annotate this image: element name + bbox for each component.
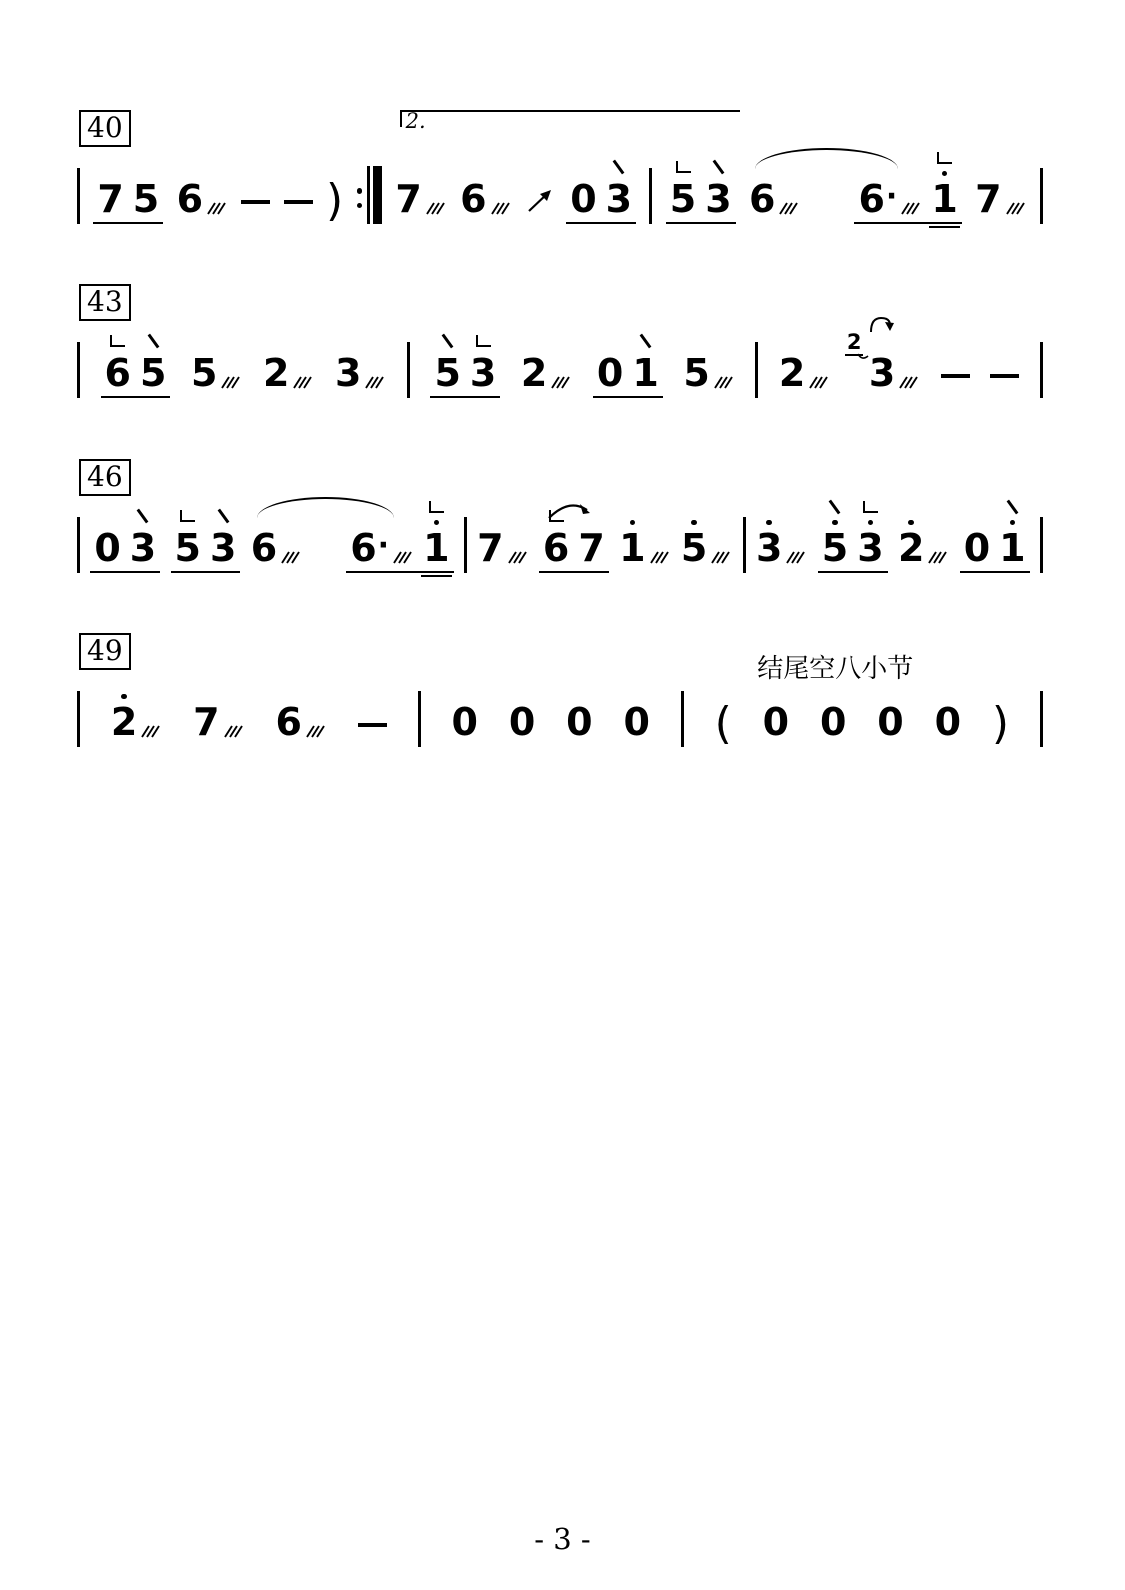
note-digit: 3 bbox=[857, 526, 884, 570]
barline bbox=[418, 691, 421, 747]
tremolo-icon bbox=[206, 200, 227, 215]
measure-number-box: 40 bbox=[79, 110, 131, 147]
note-stack bbox=[857, 501, 883, 568]
barline bbox=[407, 342, 410, 398]
note-digit: 0 bbox=[596, 351, 624, 395]
barline bbox=[649, 168, 652, 224]
tremolo-icon bbox=[364, 374, 385, 389]
octave-dot-icon bbox=[1010, 520, 1016, 526]
note-5 bbox=[190, 351, 242, 398]
volta-label: 2. bbox=[405, 109, 426, 133]
note-stack bbox=[193, 700, 220, 744]
beam-group bbox=[593, 333, 663, 398]
note-stack bbox=[619, 520, 645, 568]
tremolo-icon bbox=[649, 549, 670, 564]
note-0 bbox=[623, 700, 650, 747]
note-digit: 3 bbox=[129, 526, 157, 570]
note-2 bbox=[262, 351, 314, 398]
note-digit: 0 bbox=[570, 177, 597, 221]
note-digit: 7 bbox=[477, 526, 504, 570]
note-3 bbox=[868, 351, 920, 398]
ornament-corner-icon bbox=[476, 335, 491, 347]
beam-group bbox=[666, 159, 736, 224]
ornament-accent-icon bbox=[613, 160, 625, 175]
ornament-corner-icon bbox=[863, 501, 878, 513]
note-stack bbox=[190, 351, 218, 395]
note-digit: 0 bbox=[94, 526, 121, 570]
note-stack bbox=[931, 152, 957, 219]
note-stack bbox=[605, 159, 633, 221]
notes-line bbox=[77, 150, 1043, 224]
note-digit: 7 bbox=[395, 177, 422, 221]
note-6 bbox=[275, 700, 326, 747]
note-5 bbox=[683, 351, 734, 398]
ornament-accent-icon bbox=[442, 334, 454, 349]
note-stack bbox=[395, 177, 422, 221]
note-6 bbox=[104, 335, 131, 395]
note-0 bbox=[566, 700, 593, 747]
notes-line bbox=[77, 499, 1043, 573]
tremolo-icon bbox=[507, 549, 528, 564]
glissando-up-icon bbox=[525, 188, 553, 214]
note-7 bbox=[477, 526, 528, 573]
note-stack bbox=[578, 526, 605, 570]
turn-arrow-icon bbox=[867, 315, 897, 338]
grace-note: 2 bbox=[846, 330, 862, 354]
note-0 bbox=[934, 700, 962, 747]
note-digit: 5 bbox=[683, 351, 710, 395]
note-3 bbox=[756, 520, 807, 574]
note-stack bbox=[209, 508, 237, 570]
note-3 bbox=[469, 335, 497, 395]
ornament-accent-icon bbox=[1006, 499, 1018, 514]
note-5 bbox=[434, 333, 461, 395]
note-6 bbox=[858, 177, 922, 221]
note-stack bbox=[819, 700, 847, 744]
tremolo-icon bbox=[710, 549, 731, 564]
note-digit: 6 bbox=[176, 177, 204, 221]
note-digit: 7 bbox=[97, 177, 124, 221]
octave-dot-icon bbox=[868, 520, 874, 526]
note-digit: 3 bbox=[705, 177, 732, 221]
beam-group bbox=[430, 333, 500, 398]
note-digit: 1 bbox=[931, 177, 958, 221]
octave-dot-icon bbox=[942, 171, 948, 177]
barline bbox=[681, 691, 684, 747]
note-stack bbox=[477, 526, 504, 570]
ornament-accent-icon bbox=[217, 509, 229, 524]
note-stack bbox=[623, 700, 650, 744]
note-stack bbox=[350, 526, 377, 570]
note-6 bbox=[250, 526, 302, 573]
duration-dash bbox=[358, 723, 387, 728]
note-5 bbox=[139, 333, 167, 395]
note-5 bbox=[132, 177, 160, 221]
note-stack bbox=[877, 700, 904, 744]
octave-dot-icon bbox=[434, 520, 440, 526]
note-stack bbox=[999, 499, 1025, 568]
thick-barline bbox=[373, 166, 382, 224]
note-stack bbox=[129, 508, 157, 570]
note-digit: 1 bbox=[999, 526, 1026, 570]
octave-dot-icon bbox=[908, 520, 914, 526]
note-3 bbox=[857, 501, 883, 568]
note-stack bbox=[756, 520, 782, 568]
note-0 bbox=[570, 177, 597, 221]
tremolo-icon bbox=[778, 200, 799, 215]
score-system-43 bbox=[77, 284, 1043, 398]
note-stack bbox=[104, 335, 131, 395]
tremolo-icon bbox=[1005, 200, 1026, 215]
barline bbox=[1040, 168, 1043, 224]
barline bbox=[1040, 342, 1043, 398]
note-stack bbox=[868, 351, 896, 395]
beam-group bbox=[171, 508, 241, 573]
note-digit: 6 bbox=[542, 526, 570, 570]
note-digit: 6 bbox=[749, 177, 776, 221]
notes-line bbox=[77, 673, 1043, 747]
note-stack bbox=[520, 351, 548, 395]
note-stack bbox=[451, 700, 478, 744]
note-digit: 5 bbox=[132, 177, 160, 221]
note-stack bbox=[250, 526, 278, 570]
note-stack bbox=[749, 177, 776, 221]
note-7 bbox=[578, 526, 605, 570]
note-stack bbox=[174, 510, 201, 570]
note-stack bbox=[139, 333, 167, 395]
tremolo-icon bbox=[785, 549, 806, 564]
note-digit: 6 bbox=[858, 177, 885, 221]
tremolo-icon bbox=[392, 549, 413, 564]
score-system-49 bbox=[77, 633, 1043, 747]
note-digit: 2 bbox=[110, 700, 138, 744]
note-digit: 0 bbox=[508, 700, 536, 744]
note-digit: 3 bbox=[605, 177, 633, 221]
note-digit: 0 bbox=[819, 700, 847, 744]
measure-number-box: 49 bbox=[79, 633, 131, 670]
note-digit: 2 bbox=[520, 351, 548, 395]
barline bbox=[77, 342, 80, 398]
tremolo-icon bbox=[223, 723, 244, 738]
note-stack bbox=[681, 520, 707, 568]
note-stack bbox=[94, 526, 121, 570]
note-0 bbox=[94, 526, 121, 570]
note-stack bbox=[975, 177, 1002, 221]
note-0 bbox=[508, 700, 536, 747]
page-number: - 3 - bbox=[534, 1522, 591, 1556]
note-stack bbox=[132, 177, 160, 221]
score-system-46 bbox=[77, 459, 1043, 573]
ornament-corner-icon bbox=[110, 335, 125, 347]
end-repeat-barline bbox=[357, 166, 383, 224]
note-7 bbox=[395, 177, 446, 224]
ornament-accent-icon bbox=[829, 499, 841, 514]
duration-dash bbox=[990, 374, 1019, 379]
measure-number-box: 43 bbox=[79, 284, 131, 321]
note-digit: 3 bbox=[209, 526, 237, 570]
note-6 bbox=[460, 177, 511, 224]
note-digit: 7 bbox=[975, 177, 1002, 221]
augmentation-dot: · bbox=[377, 528, 390, 563]
barline bbox=[1040, 517, 1043, 573]
note-stack bbox=[632, 333, 659, 395]
note-digit: 1 bbox=[423, 526, 450, 570]
note-5 bbox=[681, 520, 732, 574]
note-6 bbox=[350, 526, 414, 570]
note-digit: 6 bbox=[460, 177, 487, 221]
barline bbox=[77, 168, 80, 224]
note-5 bbox=[669, 161, 697, 221]
note-stack bbox=[469, 335, 497, 395]
duration-dash bbox=[284, 200, 313, 205]
sixteenth-underline bbox=[421, 575, 451, 577]
note-stack bbox=[778, 351, 806, 395]
note-2 bbox=[778, 351, 830, 398]
note-0 bbox=[596, 351, 624, 395]
note-6 bbox=[749, 177, 800, 224]
note-0 bbox=[451, 700, 478, 747]
thin-barline bbox=[367, 166, 370, 224]
barline bbox=[77, 691, 80, 747]
note-digit: 3 bbox=[469, 351, 497, 395]
note-0 bbox=[963, 526, 991, 570]
note-digit: 3 bbox=[334, 351, 362, 395]
note-digit: 0 bbox=[566, 700, 593, 744]
note-stack bbox=[262, 351, 290, 395]
note-digit: 5 bbox=[821, 526, 849, 570]
duration-dash bbox=[241, 200, 270, 205]
note-stack bbox=[934, 700, 962, 744]
octave-dot-icon bbox=[691, 520, 697, 526]
tremolo-icon bbox=[292, 374, 313, 389]
barline bbox=[464, 517, 467, 573]
ornament-corner-icon bbox=[676, 161, 691, 173]
note-stack bbox=[705, 159, 732, 221]
note-digit: 5 bbox=[174, 526, 201, 570]
beam-group bbox=[539, 510, 609, 573]
barline bbox=[755, 342, 758, 398]
note-digit: 5 bbox=[190, 351, 218, 395]
note-0 bbox=[819, 700, 847, 747]
note-1 bbox=[931, 152, 957, 219]
notes-line bbox=[77, 324, 1043, 398]
note-3 bbox=[209, 508, 237, 570]
note-6 bbox=[542, 510, 570, 570]
note-stack bbox=[566, 700, 593, 744]
note-digit: 2 bbox=[778, 351, 806, 395]
tremolo-icon bbox=[713, 374, 734, 389]
note-stack bbox=[542, 510, 570, 570]
beam-group bbox=[854, 152, 961, 225]
grace-slur-icon bbox=[857, 347, 869, 366]
duration-dash bbox=[941, 374, 970, 379]
note-1 bbox=[632, 333, 659, 395]
tremolo-icon bbox=[220, 374, 241, 389]
note-7 bbox=[193, 700, 244, 747]
beam-group bbox=[566, 159, 636, 224]
note-7 bbox=[975, 177, 1026, 224]
volta-bracket bbox=[400, 109, 740, 133]
beam-group bbox=[346, 501, 453, 574]
ornament-accent-icon bbox=[137, 509, 149, 524]
tremolo-icon bbox=[425, 200, 446, 215]
tremolo-icon bbox=[280, 549, 301, 564]
note-2 bbox=[111, 694, 162, 748]
note-3 bbox=[129, 508, 157, 570]
note-digit: 3 bbox=[755, 526, 783, 570]
barline bbox=[1040, 691, 1043, 747]
note-5 bbox=[174, 510, 201, 570]
note-0 bbox=[877, 700, 904, 747]
note-1 bbox=[619, 520, 670, 574]
note-digit: 0 bbox=[623, 700, 650, 744]
tremolo-icon bbox=[140, 723, 161, 738]
note-2 bbox=[520, 351, 572, 398]
note-stack bbox=[423, 501, 449, 568]
note-digit: 5 bbox=[669, 177, 697, 221]
note-digit: 6 bbox=[350, 526, 377, 570]
note-digit: 2 bbox=[897, 526, 925, 570]
note-stack bbox=[111, 694, 137, 742]
note-stack bbox=[683, 351, 710, 395]
note-digit: 7 bbox=[193, 700, 220, 744]
beam-group bbox=[960, 499, 1030, 574]
beam-group bbox=[93, 177, 163, 224]
ornament-corner-icon bbox=[549, 510, 564, 522]
close-paren: ) bbox=[326, 175, 344, 226]
note-stack bbox=[508, 700, 536, 744]
note-1 bbox=[423, 501, 449, 568]
note-digit: 2 bbox=[262, 351, 290, 395]
beam-group bbox=[101, 333, 171, 398]
tremolo-icon bbox=[898, 374, 919, 389]
tremolo-icon bbox=[900, 200, 921, 215]
note-digit: 0 bbox=[877, 700, 904, 744]
note-stack bbox=[898, 520, 924, 568]
note-stack bbox=[762, 700, 790, 744]
note-digit: 1 bbox=[632, 351, 659, 395]
note-stack bbox=[669, 161, 697, 221]
ornament-corner-icon bbox=[180, 510, 195, 522]
note-digit: 5 bbox=[680, 526, 708, 570]
note-stack bbox=[334, 351, 362, 395]
note-5 bbox=[822, 499, 848, 568]
grace-note-group bbox=[846, 330, 920, 398]
note-digit: 0 bbox=[451, 700, 478, 744]
note-digit: 6 bbox=[275, 700, 302, 744]
score-system-40 bbox=[77, 110, 1043, 224]
note-1 bbox=[999, 499, 1025, 568]
slur-group bbox=[251, 501, 454, 574]
ornament-accent-icon bbox=[713, 160, 725, 175]
barline bbox=[743, 517, 746, 573]
note-stack bbox=[822, 499, 848, 568]
ornament-corner-icon bbox=[429, 501, 444, 513]
note-digit: 1 bbox=[619, 526, 646, 570]
note-stack bbox=[963, 526, 991, 570]
measure-number-box: 46 bbox=[79, 459, 131, 496]
slur-group bbox=[749, 152, 962, 225]
repeat-dots-icon bbox=[357, 188, 363, 208]
tremolo-icon bbox=[490, 200, 511, 215]
tremolo-icon bbox=[550, 374, 571, 389]
note-3 bbox=[334, 351, 386, 398]
beam-group bbox=[818, 499, 888, 574]
ornament-corner-icon bbox=[937, 152, 952, 164]
note-digit: 6 bbox=[104, 351, 131, 395]
note-3 bbox=[705, 159, 732, 221]
note-stack bbox=[596, 351, 624, 395]
octave-dot-icon bbox=[832, 520, 838, 526]
note-digit: 0 bbox=[963, 526, 991, 570]
note-digit: 5 bbox=[434, 351, 461, 395]
ornament-accent-icon bbox=[147, 334, 159, 349]
note-digit: 0 bbox=[934, 700, 962, 744]
note-digit: 3 bbox=[868, 351, 896, 395]
tremolo-icon bbox=[305, 723, 326, 738]
tremolo-icon bbox=[927, 549, 948, 564]
note-3 bbox=[605, 159, 633, 221]
note-stack bbox=[858, 177, 885, 221]
note-2 bbox=[898, 520, 949, 574]
note-stack bbox=[460, 177, 487, 221]
note-digit: 6 bbox=[250, 526, 278, 570]
close-paren: ) bbox=[991, 698, 1010, 749]
octave-dot-icon bbox=[766, 520, 772, 526]
octave-dot-icon bbox=[121, 694, 127, 700]
note-digit: 5 bbox=[139, 351, 167, 395]
open-paren: ( bbox=[714, 698, 732, 749]
ornament-accent-icon bbox=[640, 334, 652, 349]
barline bbox=[77, 517, 80, 573]
beam-group bbox=[90, 508, 160, 573]
note-stack bbox=[275, 700, 302, 744]
note-stack bbox=[570, 177, 597, 221]
note-stack bbox=[434, 333, 461, 395]
ending-annotation: 结尾空八小节 bbox=[757, 654, 914, 684]
augmentation-dot: · bbox=[885, 179, 898, 214]
tremolo-icon bbox=[808, 374, 829, 389]
octave-dot-icon bbox=[630, 520, 636, 526]
note-stack bbox=[97, 177, 124, 221]
note-digit: 7 bbox=[578, 526, 605, 570]
note-7 bbox=[97, 177, 124, 221]
note-digit: 0 bbox=[762, 700, 790, 744]
note-0 bbox=[762, 700, 790, 747]
note-stack bbox=[176, 177, 204, 221]
sixteenth-underline bbox=[929, 226, 959, 228]
note-6 bbox=[176, 177, 228, 224]
